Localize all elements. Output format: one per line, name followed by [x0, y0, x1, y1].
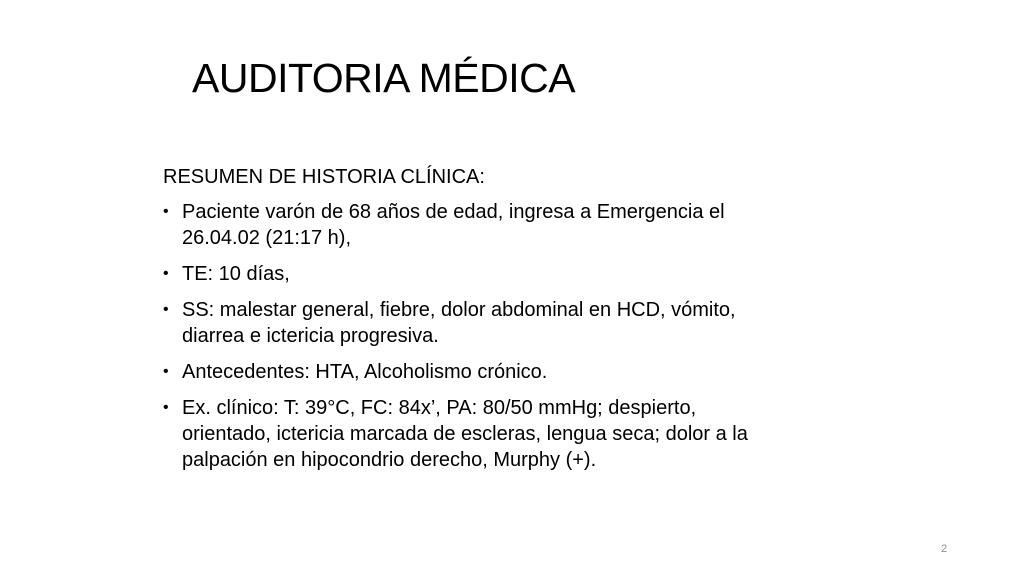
- slide-title: AUDITORIA MÉDICA: [192, 55, 576, 101]
- bullet-text-line: palpación en hipocondrio derecho, Murphy (+).: [182, 449, 597, 471]
- slide-content: [163, 163, 863, 483]
- bullet-text-line: TE: 10 días,: [182, 263, 290, 285]
- bullet-icon: •: [163, 301, 169, 318]
- bullet-text-line: diarrea e ictericia progresiva.: [182, 325, 439, 347]
- bullet-item: [163, 261, 863, 287]
- bullet-icon: •: [163, 203, 169, 220]
- bullet-text-line: Antecedentes: HTA, Alcoholismo crónico.: [182, 361, 548, 383]
- bullet-item: [163, 297, 863, 349]
- bullet-text-line: orientado, ictericia marcada de escleras, lengua seca; dolor a la: [182, 423, 748, 445]
- bullet-text-line: Ex. clínico: T: 39°C, FC: 84x’, PA: 80/50 mmHg; despierto,: [182, 397, 697, 419]
- section-heading: RESUMEN DE HISTORIA CLÍNICA:: [163, 166, 485, 188]
- bullet-item: [163, 395, 863, 473]
- bullet-list: [163, 199, 863, 473]
- bullet-item: [163, 199, 863, 251]
- bullet-text-line: 26.04.02 (21:17 h),: [182, 227, 352, 249]
- bullet-text-line: SS: malestar general, fiebre, dolor abdominal en HCD, vómito,: [182, 299, 736, 321]
- bullet-icon: •: [163, 363, 169, 380]
- bullet-text-line: Paciente varón de 68 años de edad, ingresa a Emergencia el: [182, 201, 725, 223]
- bullet-item: [163, 359, 863, 385]
- bullet-icon: •: [163, 265, 169, 282]
- bullet-icon: •: [163, 399, 169, 416]
- page-number: 2: [940, 543, 948, 555]
